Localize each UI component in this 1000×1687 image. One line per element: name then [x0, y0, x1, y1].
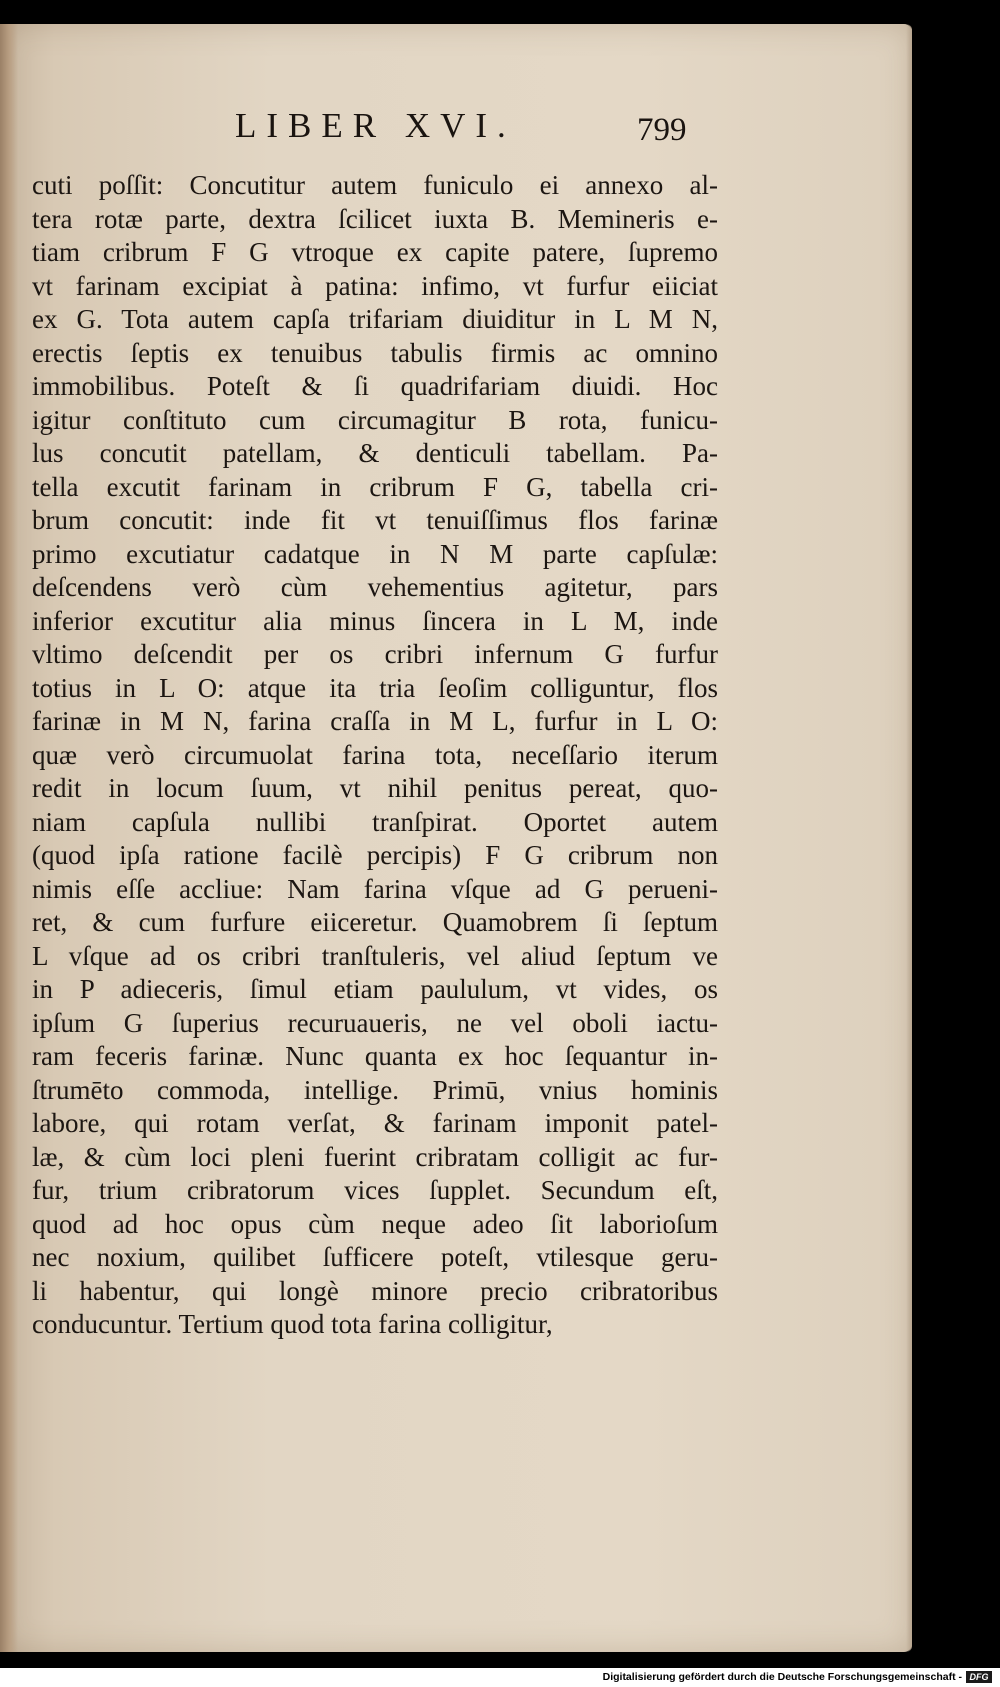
text-line: L vſque ad os cribri tranſtuleris, vel aliud ſeptum ve [32, 940, 718, 971]
book-page [0, 24, 912, 1652]
text-line: vltimo deſcendit per os cribri infernum G furfur [32, 639, 718, 669]
dfg-logo-icon: DFG [966, 1671, 992, 1683]
text-line: erectis ſeptis ex tenuibus tabulis firmis ac omnino [32, 337, 718, 368]
text-line: farinæ in M N, farina craſſa in M L, furfur in L O: [32, 706, 718, 736]
text-line: ſtrumēto commoda, intellige. Primū, vnius hominis [32, 1074, 718, 1105]
page-number: 799 [637, 112, 687, 148]
text-line: nec noxium, quilibet ſufficere poteſt, vtilesque geru- [32, 1242, 718, 1272]
text-line: quod ad hoc opus cùm neque adeo ſit laborioſum [32, 1208, 718, 1239]
text-line: primo excutiatur cadatque in N M parte capſulæ: [32, 538, 718, 569]
text-line: deſcendens verò cùm vehementius agitetur, pars [32, 572, 718, 602]
text-line: tiam cribrum F G vtroque ex capite patere, ſupremo [32, 237, 718, 267]
running-title: LIBER XVI. [235, 106, 516, 145]
page-edge [906, 24, 912, 1652]
text-line: igitur conſtituto cum circumagitur B rota, funicu- [32, 404, 718, 435]
funding-credit: Digitalisierung gefördert durch die Deutsche Forschungsgemeinschaft - [602, 1671, 962, 1683]
body-text [32, 169, 718, 1342]
text-line: nimis eſſe accliue: Nam farina vſque ad G perueni- [32, 873, 718, 904]
page-header [235, 104, 715, 148]
text-line: ret, & cum furfure eiiceretur. Quamobrem ſi ſeptum [32, 907, 718, 937]
text-line: ipſum G ſuperius recuruaueris, ne vel oboli iactu- [32, 1007, 718, 1038]
text-line: brum concutit: inde fit vt tenuiſſimus flos farinæ [32, 505, 718, 535]
text-line: fur, trium cribratorum vices ſupplet. Secundum eſt, [32, 1175, 718, 1205]
text-line: lus concutit patellam, & denticuli tabellam. Pa- [32, 438, 718, 468]
footer-bar [0, 1668, 1000, 1687]
text-line: inferior excutitur alia minus ſincera in L M, inde [32, 605, 718, 636]
text-line: conducuntur. Tertium quod tota farina colligitur, [32, 1309, 553, 1339]
text-line: cuti poſſit: Concutitur autem funiculo ei annexo al- [32, 170, 718, 200]
text-line: vt farinam excipiat à patina: infimo, vt furfur eiiciat [32, 270, 718, 301]
text-line: li habentur, qui longè minore precio cribratoribus [32, 1275, 718, 1306]
text-line: ram feceris farinæ. Nunc quanta ex hoc ſequantur in- [32, 1041, 718, 1071]
text-line: ex G. Tota autem capſa trifariam diuiditur in L M N, [32, 304, 718, 334]
text-line: quæ verò circumuolat farina tota, neceſſario iterum [32, 739, 718, 770]
text-line: tera rotæ parte, dextra ſcilicet iuxta B. Memineris e- [32, 203, 718, 234]
text-line: læ, & cùm loci pleni fuerint cribratam colligit ac fur- [32, 1141, 718, 1172]
text-line: niam capſula nullibi tranſpirat. Oportet autem [32, 806, 718, 837]
page-gutter-shadow [0, 24, 18, 1652]
text-line: tella excutit farinam in cribrum F G, tabella cri- [32, 471, 718, 502]
text-line: (quod ipſa ratione facilè percipis) F G cribrum non [32, 840, 718, 870]
text-line: in P adieceris, ſimul etiam paululum, vt vides, os [32, 974, 718, 1004]
text-line: redit in locum ſuum, vt nihil penitus pereat, quo- [32, 773, 718, 803]
text-line: totius in L O: atque ita tria ſeoſim colliguntur, flos [32, 672, 718, 703]
text-line: labore, qui rotam verſat, & farinam imponit patel- [32, 1108, 718, 1138]
text-line: immobilibus. Poteſt & ſi quadrifariam diuidi. Hoc [32, 371, 718, 401]
